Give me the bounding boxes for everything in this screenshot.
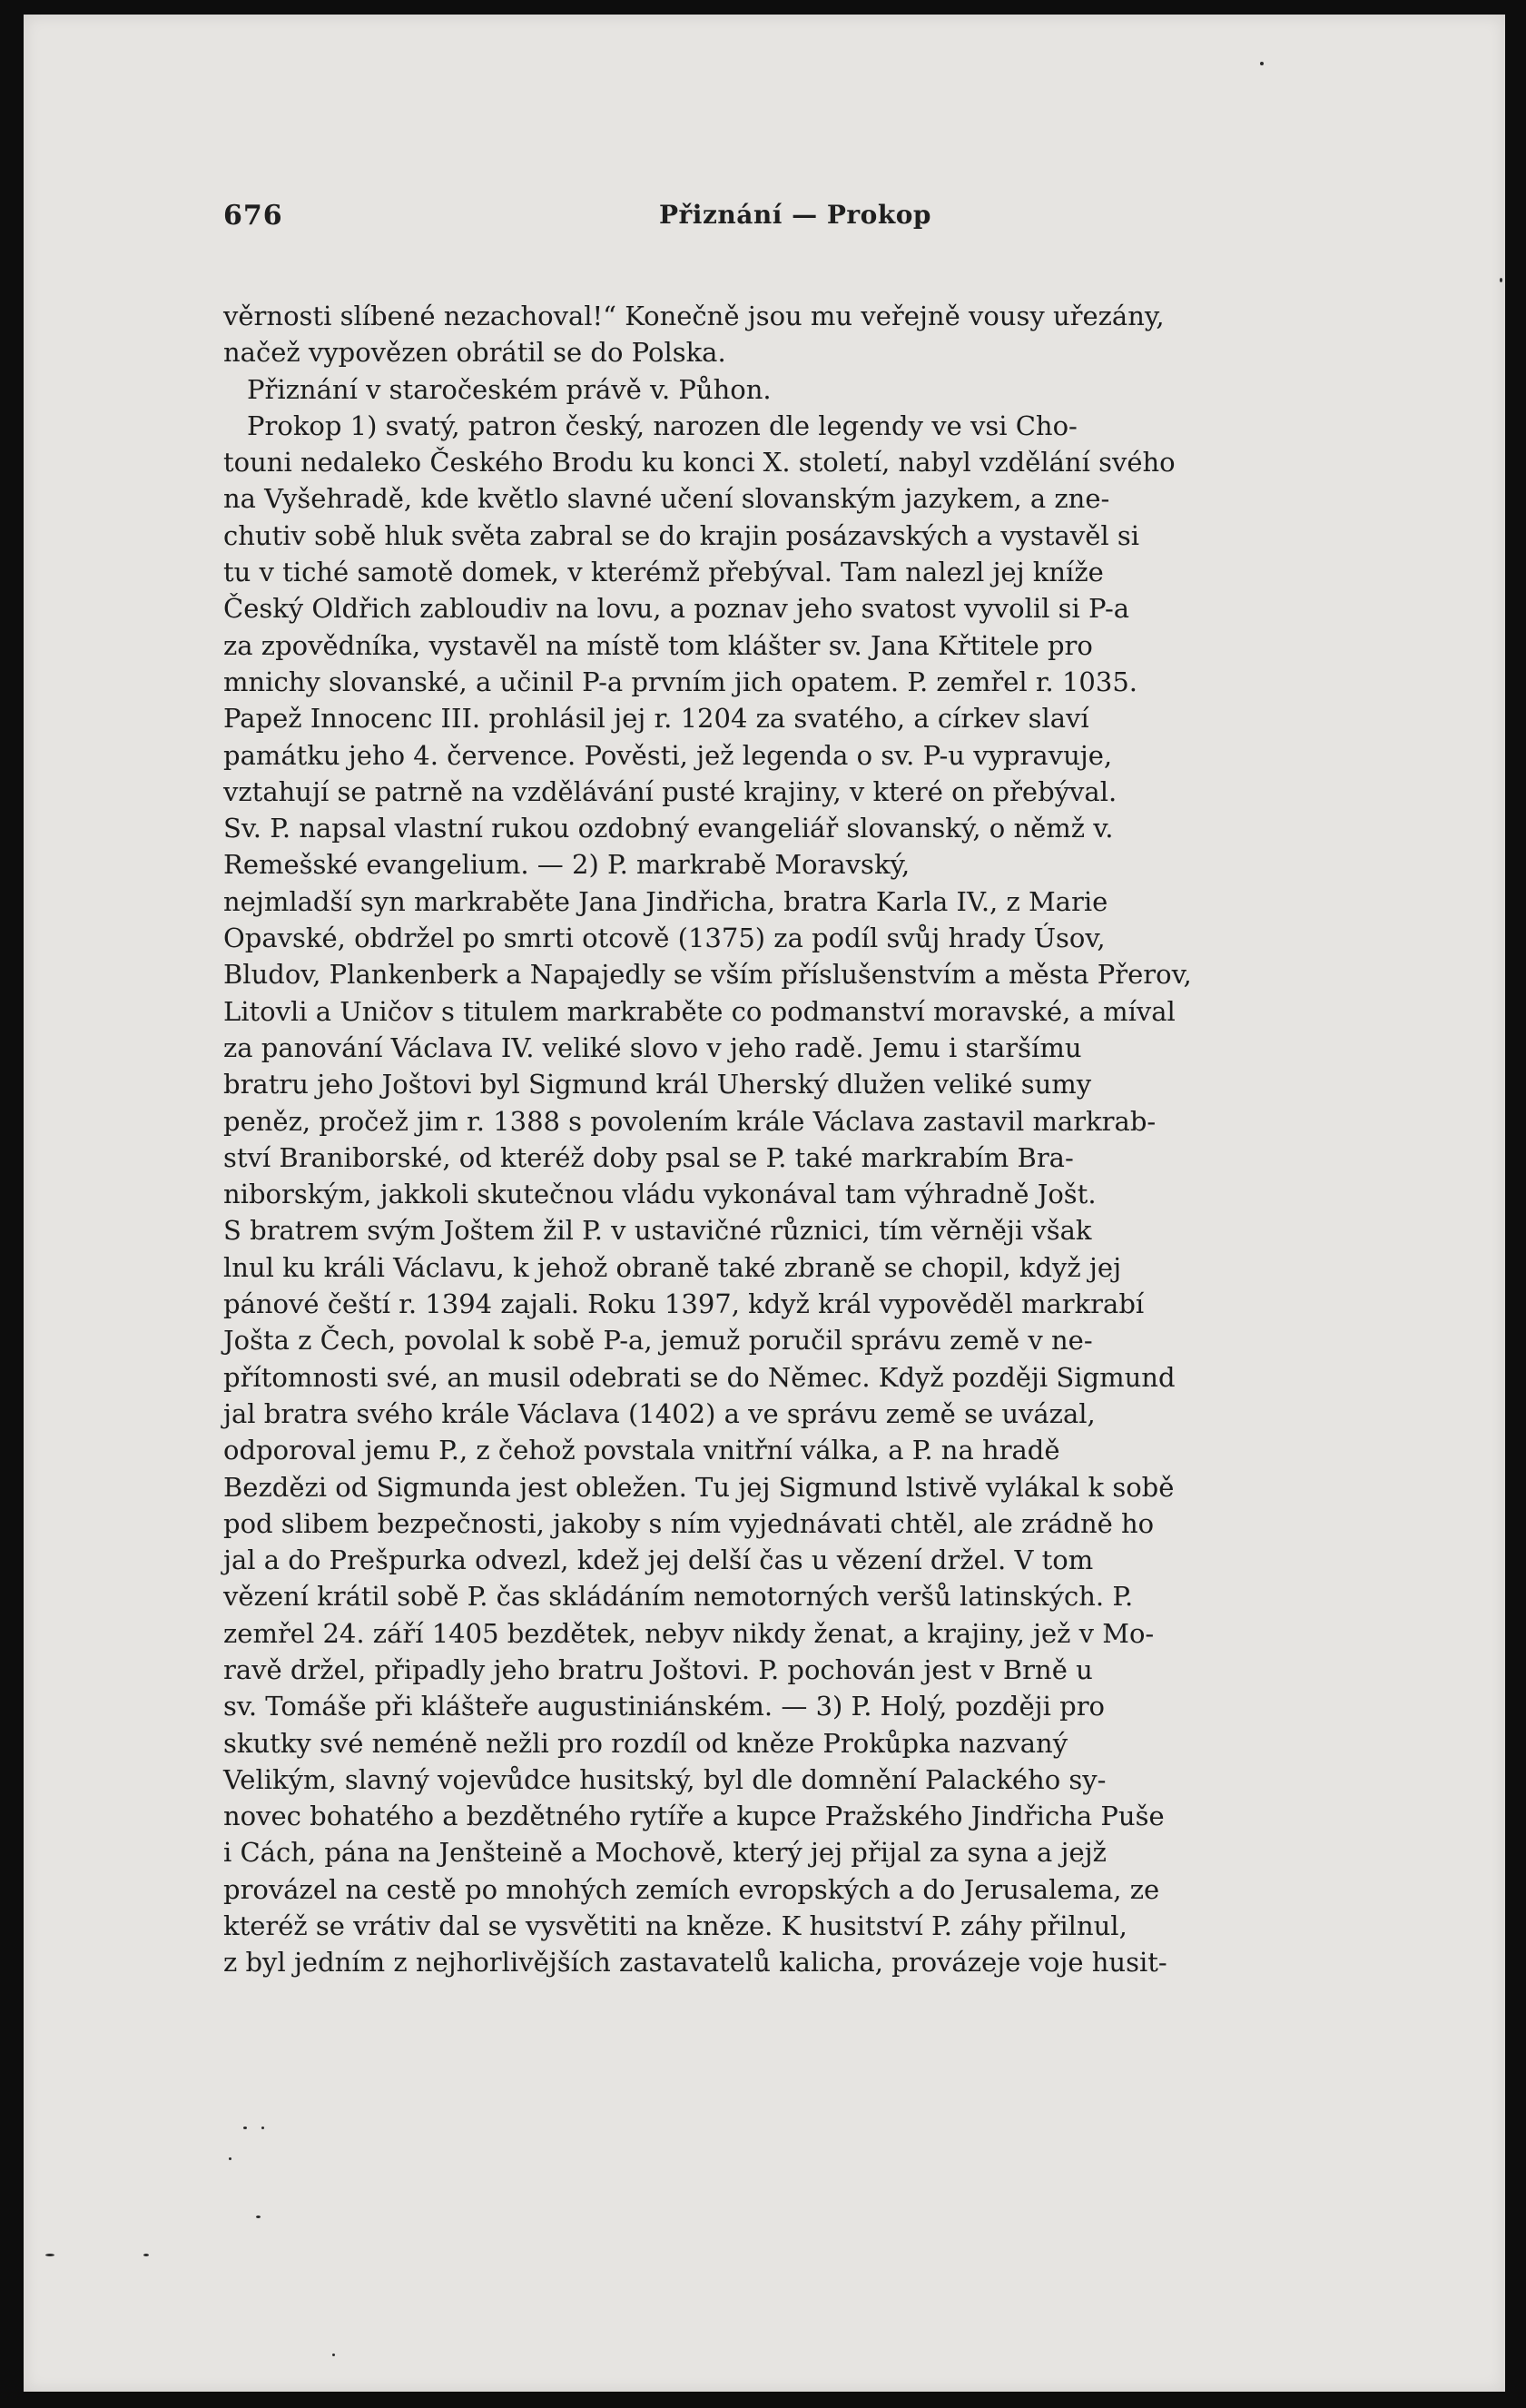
text-line: za zpovědníka, vystavěl na místě tom klášter sv. Jana Křtitele pro [223,629,1093,661]
text-line: Bezdězi od Sigmunda jest obležen. Tu jej Sigmund lstivě vylákal k sobě [223,1471,1175,1503]
page-header [223,200,1367,236]
text-line: na Vyšehradě, kde květlo slavné učení slovanským jazykem, a zne- [223,483,1110,515]
text-line: vztahují se patrně na vzdělávání pusté krajiny, v které on přebýval. [223,775,1117,807]
paper-speck [45,2254,54,2256]
book-page [24,15,1505,2392]
text-line: ství Braniborské, od kteréž doby psal se P. také markrabím Bra- [223,1141,1074,1173]
text-line: přítomnosti své, an musil odebrati se do Němec. Když později Sigmund [223,1361,1176,1393]
text-line: pánové čeští r. 1394 zajali. Roku 1397, když král vypověděl markrabí [223,1288,1145,1320]
text-line: zemřel 24. září 1405 bezdětek, nebyv nikdy ženat, a krajiny, jež v Mo- [223,1617,1155,1649]
text-line: Český Oldřich zabloudiv na lovu, a poznav jeho svatost vyvolil si P-a [223,593,1130,625]
text-line: odporoval jemu P., z čehož povstala vnitřní válka, a P. na hradě [223,1435,1060,1466]
text-line: jal a do Prešpurka odvezl, kdež jej delší čas u vězení držel. V tom [223,1544,1094,1576]
text-line: Papež Innocenc III. prohlásil jej r. 1204 za svatého, a církev slaví [223,703,1089,735]
text-line: skutky své neméně nežli pro rozdíl od kněze Prokůpka nazvaný [223,1727,1068,1759]
text-line: za panování Václava IV. veliké slovo v jeho radě. Jemu i staršímu [223,1031,1082,1063]
paper-speck [1500,278,1502,282]
text-line: Remešské evangelium. — 2) P. markrabě Moravský, [223,849,911,881]
text-line: lnul ku králi Václavu, k jehož obraně také zbraně se chopil, když jej [223,1251,1122,1283]
paper-speck [1260,62,1264,65]
text-line: peněz, pročež jim r. 1388 s povolením krále Václava zastavil markrab- [223,1105,1157,1137]
text-line: Velikým, slavný vojevůdce husitský, byl dle domnění Palackého sy- [223,1763,1107,1795]
text-line: Jošta z Čech, povolal k sobě P-a, jemuž poručil správu země v ne- [223,1325,1093,1357]
text-line: vězení krátil sobě P. čas skládáním nemotorných veršů latinských. P. [223,1581,1134,1613]
paper-speck [261,2127,264,2129]
text-line: tu v tiché samotě domek, v kterémž přebýval. Tam nalezl jej kníže [223,557,1104,588]
text-line: chutiv sobě hluk světa zabral se do krajin posázavských a vystavěl si [223,519,1140,551]
text-line: bratru jeho Joštovi byl Sigmund král Uherský dlužen veliké sumy [223,1069,1092,1100]
text-line: touni nedaleko Českého Brodu ku konci X. století, nabyl vzdělání svého [223,447,1176,479]
article-body [223,298,1367,1981]
text-line: S bratrem svým Joštem žil P. v ustavičné různici, tím věrněji však [223,1215,1092,1247]
paper-speck [243,2127,247,2129]
text-line: pod slibem bezpečnosti, jakoby s ním vyjednávati chtěl, ale zrádně ho [223,1507,1155,1539]
running-head: Přiznání — Prokop [659,200,931,230]
text-line: i Cách, pána na Jenšteině a Mochově, který jej přijal za syna a jejž [223,1837,1107,1869]
text-line: jal bratra svého krále Václava (1402) a ve správu země se uvázal, [223,1397,1096,1429]
text-line: Sv. P. napsal vlastní rukou ozdobný evangeliář slovanský, o němž v. [223,813,1114,844]
text-line: novec bohatého a bezdětného rytíře a kupce Pražského Jindřicha Puše [223,1801,1165,1832]
paper-speck [256,2216,261,2218]
entry-heading-line: Přiznání v staročeském právě v. Půhon. [247,373,772,405]
paper-speck [229,2157,231,2160]
text-line: nejmladší syn markraběte Jana Jindřicha, bratra Karla IV., z Marie [223,885,1108,917]
paper-speck [332,2354,335,2356]
text-line: památku jeho 4. července. Pověsti, jež legenda o sv. P-u vypravuje, [223,739,1113,771]
text-line: sv. Tomáše při klášteře augustiniánském. — 3) P. Holý, později pro [223,1691,1106,1722]
text-line: mnichy slovanské, a učinil P-a prvním jich opatem. P. zemřel r. 1035. [223,666,1137,697]
text-line: načež vypovězen obrátil se do Polska. [223,337,726,369]
text-line: věrnosti slíbené nezachoval!“ Konečně jsou mu veřejně vousy uřezány, [223,301,1165,331]
page-number: 676 [223,200,283,232]
text-line: niborským, jakkoli skutečnou vládu vykonával tam výhradně Jošt. [223,1179,1097,1210]
text-line: Litovli a Uničov s titulem markraběte co podmanství moravské, a míval [223,995,1176,1027]
text-line: Opavské, obdržel po smrti otcově (1375) za podíl svůj hrady Úsov, [223,923,1106,954]
text-line: kteréž se vrátiv dal se vysvětiti na kněze. K husitství P. záhy přilnul, [223,1910,1127,1942]
text-line: z byl jedním z nejhorlivějších zastavatelů kalicha, provázeje voje husit- [223,1947,1167,1979]
text-line: ravě držel, připadly jeho bratru Joštovi. P. pochován jest v Brně u [223,1653,1093,1685]
paper-speck [143,2254,149,2256]
entry-heading-line: Prokop 1) svatý, patron český, narozen dle legendy ve vsi Cho- [247,410,1078,441]
text-line: provázel na cestě po mnohých zemích evropských a do Jerusalema, ze [223,1873,1160,1905]
text-line: Bludov, Plankenberk a Napajedly se vším příslušenstvím a města Přerov, [223,959,1192,991]
